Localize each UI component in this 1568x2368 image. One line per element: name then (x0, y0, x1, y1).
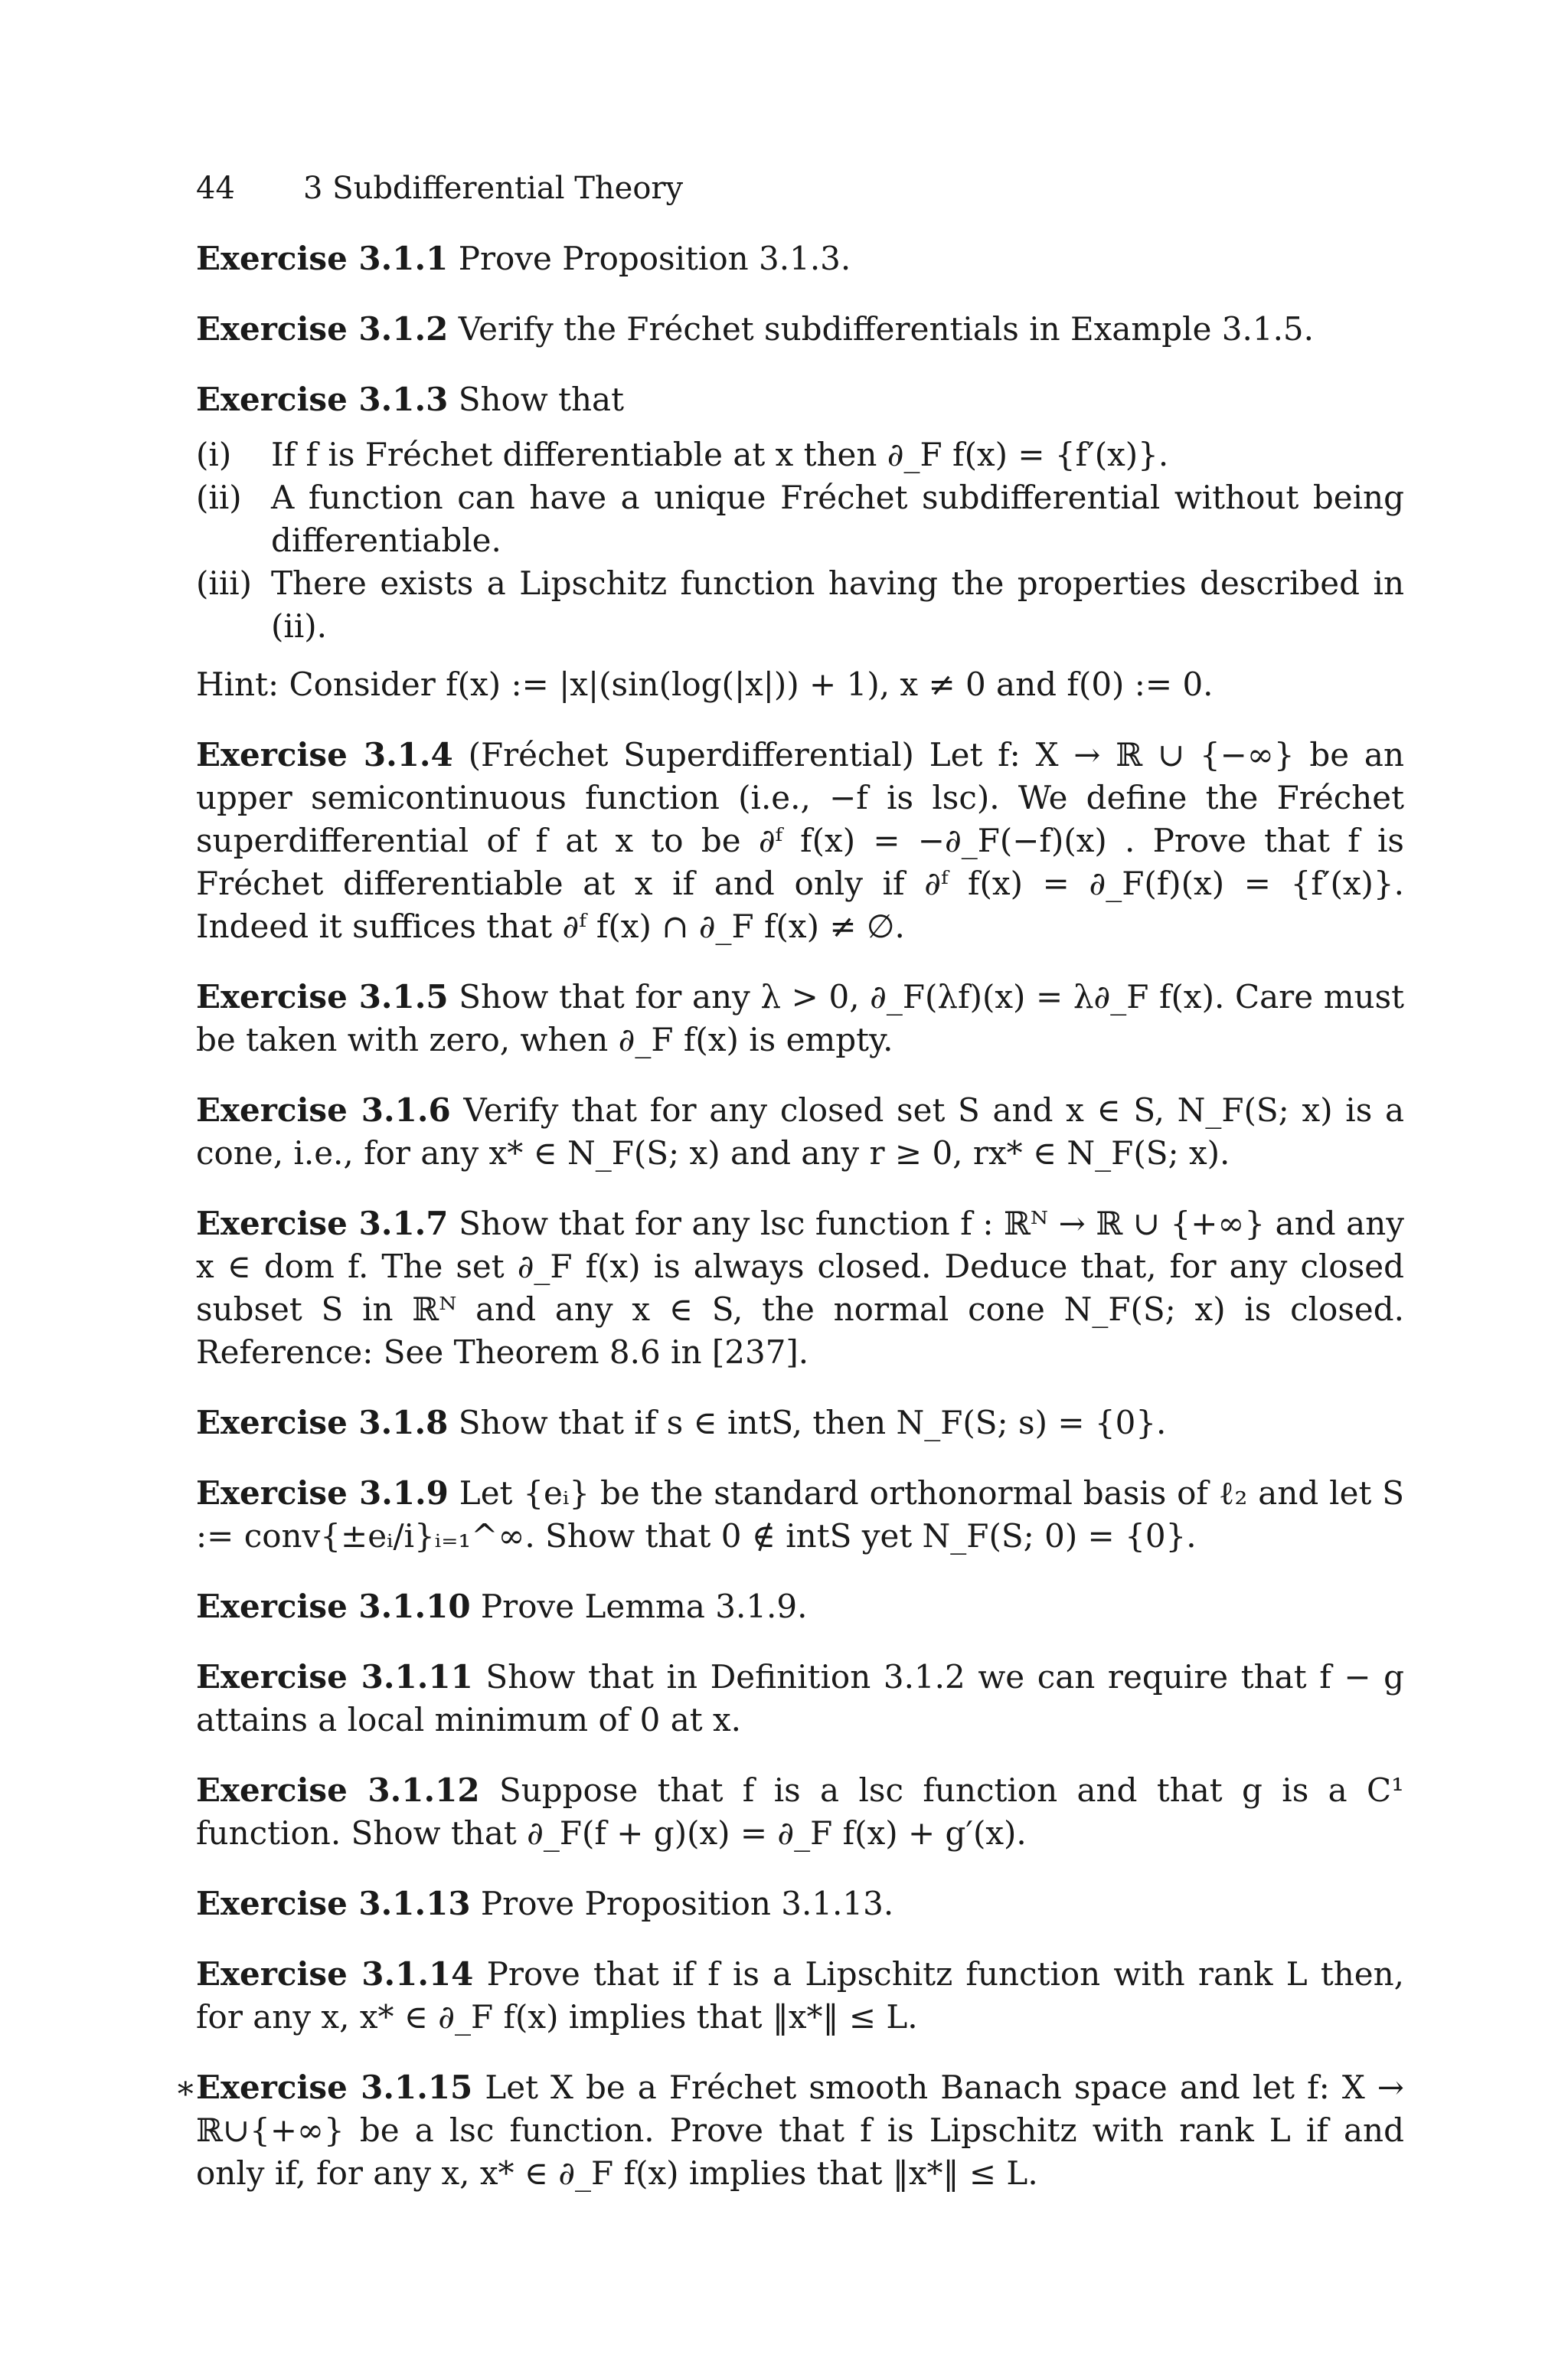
list-item (196, 433, 1404, 476)
exercise-text: Let {eᵢ} be the standard orthonormal basis of ℓ₂ and let S := conv{±eᵢ/i}ᵢ₌₁^∞. Show that 0 ∉ intS yet N_F(S; 0) = {0}. (196, 1474, 1404, 1555)
exercise-label: Exercise 3.1.10 (196, 1588, 471, 1625)
exercise-text: Show that for any λ > 0, ∂_F(λf)(x) = λ∂_F f(x). Care must be taken with zero, when ∂_F f(x) is empty. (196, 978, 1404, 1058)
exercise-3-1-6 (196, 1089, 1404, 1175)
exercise-text: Suppose that f is a lsc function and that g is a C¹ function. Show that ∂_F(f + g)(x) = ∂_F f(x) + g′(x). (196, 1771, 1405, 1852)
exercise-3-1-7 (196, 1202, 1404, 1374)
exercise-3-1-14 (196, 1953, 1404, 2039)
exercise-label: Exercise 3.1.5 (196, 978, 449, 1016)
exercise-3-1-13 (196, 1882, 1404, 1925)
exercise-label: Exercise 3.1.4 (196, 736, 453, 774)
exercise-label: Exercise 3.1.11 (196, 1658, 473, 1696)
exercise-label: Exercise 3.1.12 (196, 1771, 480, 1809)
item-numeral: (ii) (196, 479, 242, 516)
exercise-3-1-15 (175, 2066, 1404, 2195)
exercise-text: Prove that if f is a Lipschitz function with rank L then, for any x, x* ∈ ∂_F f(x) implies that ‖x*‖ ≤ L. (196, 1955, 1405, 2036)
exercise-label: Exercise 3.1.8 (196, 1404, 449, 1441)
exercise-label: Exercise 3.1.2 (196, 310, 449, 348)
exercise-text: Let X be a Fréchet smooth Banach space and let f: X → ℝ∪{+∞} be a lsc function. Prove that f is Lipschitz with rank L if and only if, for any x, x* ∈ ∂_F f(x) implies that ‖x*‖ ≤ L. (196, 2069, 1404, 2192)
exercise-text: Verify the Fréchet subdifferentials in Example 3.1.5. (458, 310, 1314, 348)
item-text: If f is Fréchet differentiable at x then ∂_F f(x) = {f′(x)}. (271, 436, 1169, 473)
exercise-text: Show that for any lsc function f : ℝᴺ → ℝ ∪ {+∞} and any x ∈ dom f. The set ∂_F f(x) is always closed. Deduce that, for any closed subset S in ℝᴺ and any x ∈ S, the normal cone N_F(S; x) is closed. Reference: See Theorem 8.6 in [237]. (196, 1205, 1404, 1371)
exercise-text: Show that (458, 381, 624, 418)
exercise-text: Prove Proposition 3.1.13. (480, 1885, 894, 1922)
chapter-title: 3 Subdifferential Theory (303, 171, 684, 206)
exercise-text: Show that in Definition 3.1.2 we can require that f − g attains a local minimum of 0 at x. (196, 1658, 1405, 1738)
exercise-text: Verify that for any closed set S and x ∈ S, N_F(S; x) is a cone, i.e., for any x* ∈ N_F(S; x) and any r ≥ 0, rx* ∈ N_F(S; x). (196, 1091, 1404, 1172)
exercise-label: Exercise 3.1.15 (196, 2069, 473, 2106)
exercise-3-1-11 (196, 1656, 1404, 1742)
exercise-label: Exercise 3.1.7 (196, 1205, 449, 1242)
exercise-3-1-10 (196, 1585, 1404, 1628)
exercise-3-1-3 (196, 378, 1404, 421)
item-text: A function can have a unique Fréchet subdifferential without being differentiable. (271, 479, 1404, 559)
item-text: There exists a Lipschitz function having the properties described in (ii). (271, 564, 1404, 645)
exercise-3-1-5 (196, 976, 1404, 1061)
exercise-label: Exercise 3.1.13 (196, 1885, 471, 1922)
item-numeral: (i) (196, 436, 232, 473)
starred-exercise-marker: ∗ (175, 2069, 197, 2106)
exercise-text: (Fréchet Superdifferential) Let f: X → ℝ ∪ {−∞} be an upper semicontinuous function (i.e., −f is lsc). We define the Fréchet superdifferential of f at x to be ∂ᶠ f(x) = −∂_F(−f)(x) . Prove that f is Fréchet differentiable at x if and only if ∂ᶠ f(x) = ∂_F(f)(x) = {f′(x)}. Indeed it suffices that ∂ᶠ f(x) ∩ ∂_F f(x) ≠ ∅. (196, 736, 1404, 945)
exercise-label: Exercise 3.1.6 (196, 1091, 451, 1129)
exercise-3-1-1 (196, 237, 1404, 280)
exercise-text: Prove Lemma 3.1.9. (480, 1588, 808, 1625)
exercise-3-1-2 (196, 308, 1404, 351)
exercise-label: Exercise 3.1.3 (196, 381, 449, 418)
exercise-3-1-8 (196, 1402, 1404, 1444)
list-item (196, 476, 1404, 562)
exercise-label: Exercise 3.1.9 (196, 1474, 449, 1512)
hint-text: Hint: Consider f(x) := |x|(sin(log(|x|)) + 1), x ≠ 0 and f(0) := 0. (196, 666, 1214, 703)
page-number: 44 (196, 171, 235, 206)
list-item (196, 562, 1404, 648)
exercise-3-1-4 (196, 734, 1404, 948)
exercise-3-1-9 (196, 1472, 1404, 1558)
exercise-label: Exercise 3.1.14 (196, 1955, 474, 1993)
exercise-3-1-3-items (196, 433, 1404, 648)
item-numeral: (iii) (196, 564, 253, 602)
running-head (196, 168, 683, 208)
exercise-3-1-12 (196, 1769, 1404, 1855)
exercise-list (175, 237, 1405, 2222)
exercise-label: Exercise 3.1.1 (196, 240, 449, 277)
exercise-text: Show that if s ∈ intS, then N_F(S; s) = {0}. (458, 1404, 1167, 1441)
exercise-text: Prove Proposition 3.1.3. (458, 240, 851, 277)
